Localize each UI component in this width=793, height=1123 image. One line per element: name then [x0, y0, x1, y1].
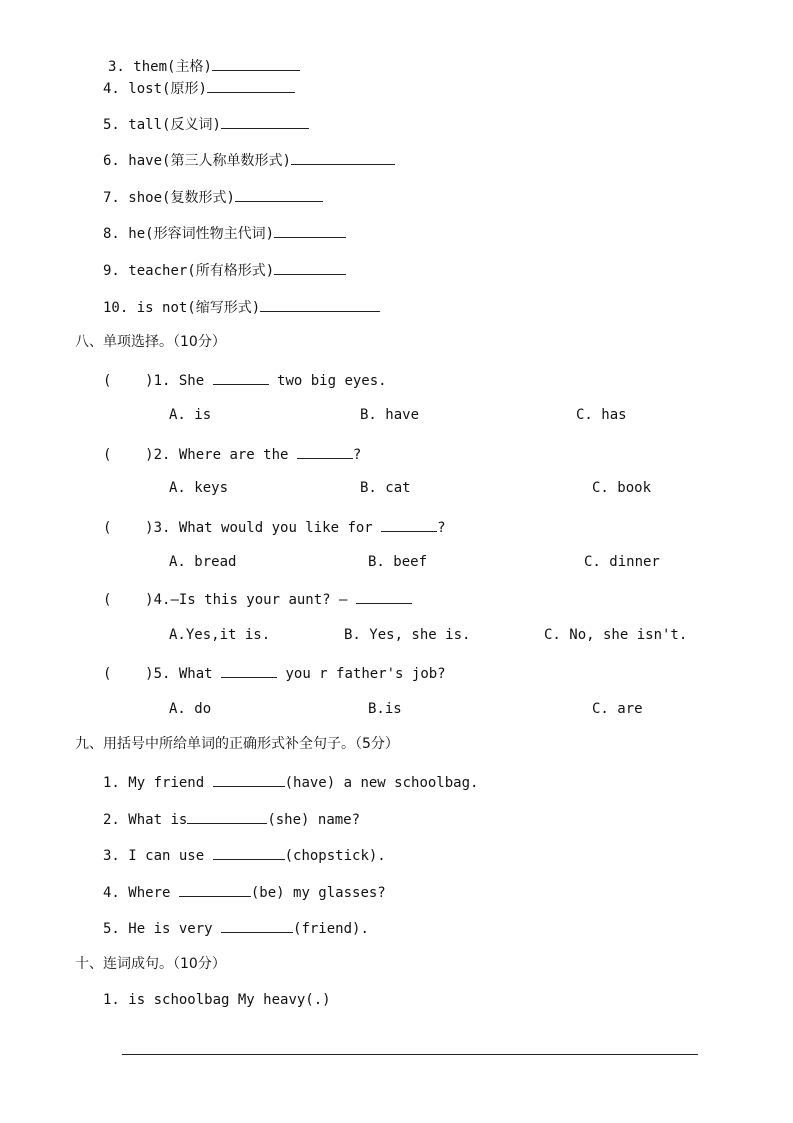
fill-item-6: [103, 150, 395, 170]
mcq-question-5: ( )5. What you r father's job?: [103, 663, 446, 683]
word-form-item-4: 4. Where (be) my glasses?: [103, 882, 386, 902]
section-8-title: 八、单项选择。（10分）: [75, 334, 226, 350]
item-number: 6.: [103, 153, 120, 169]
word-form-item-5: 5. He is very (friend).: [103, 918, 369, 938]
option-a[interactable]: A. do: [169, 701, 212, 717]
section-10-title: 十、连词成句。（10分）: [75, 956, 226, 972]
option-a[interactable]: A. is: [169, 407, 212, 423]
question-blank: [221, 663, 277, 678]
answer-paren[interactable]: ( )4.: [103, 592, 171, 608]
option-c[interactable]: C. dinner: [584, 554, 660, 570]
item-text: he(形容词性物主代词): [128, 226, 275, 242]
question-blank: [356, 589, 412, 604]
option-c[interactable]: C. No, she isn't.: [544, 627, 688, 643]
answer-line[interactable]: [122, 1054, 698, 1055]
item-number: 9.: [103, 263, 120, 279]
option-b[interactable]: B. beef: [368, 554, 428, 570]
mcq-question-4: ( )4.—Is this your aunt? —: [103, 589, 412, 609]
answer-blank[interactable]: [260, 297, 380, 312]
answer-paren[interactable]: ( )1.: [103, 373, 171, 389]
fill-item-3: [108, 56, 300, 76]
option-b[interactable]: B.is: [368, 701, 402, 717]
answer-blank[interactable]: [179, 882, 251, 897]
answer-paren[interactable]: ( )3.: [103, 520, 171, 536]
item-text: shoe(复数形式): [128, 190, 235, 206]
option-c[interactable]: C. has: [576, 407, 627, 423]
question-blank: [297, 444, 353, 459]
option-a[interactable]: A. keys: [169, 480, 229, 496]
mcq-question-1: ( )1. She two big eyes.: [103, 370, 387, 390]
answer-blank[interactable]: [235, 187, 323, 202]
answer-blank[interactable]: [212, 56, 300, 71]
option-c[interactable]: C. book: [592, 480, 652, 496]
item-text: tall(反义词): [128, 117, 221, 133]
mcq-question-3: ( )3. What would you like for ?: [103, 517, 446, 537]
fill-item-7: [103, 187, 323, 207]
answer-blank[interactable]: [274, 223, 346, 238]
word-form-item-2: 2. What is (she) name?: [103, 809, 360, 829]
fill-item-8: [103, 223, 346, 243]
answer-paren[interactable]: ( )5.: [103, 666, 171, 682]
question-blank: [213, 370, 269, 385]
answer-blank[interactable]: [221, 918, 293, 933]
item-text: them(主格): [133, 59, 212, 75]
mcq-question-2: ( )2. Where are the ?: [103, 444, 361, 464]
question-blank: [381, 517, 437, 532]
answer-paren[interactable]: ( )2.: [103, 447, 171, 463]
option-b[interactable]: B. cat: [360, 480, 411, 496]
item-number: 4.: [103, 81, 120, 97]
item-text: lost(原形): [128, 81, 207, 97]
word-form-item-3: 3. I can use (chopstick).: [103, 845, 386, 865]
item-number: 5.: [103, 117, 120, 133]
fill-item-5: [103, 114, 309, 134]
item-number: 3.: [108, 59, 125, 75]
option-b[interactable]: B. have: [360, 407, 420, 423]
answer-blank[interactable]: [207, 78, 295, 93]
answer-blank[interactable]: [291, 150, 395, 165]
word-order-item-1: 1. is schoolbag My heavy(.): [103, 992, 331, 1008]
item-number: 7.: [103, 190, 120, 206]
word-form-item-1: 1. My friend (have) a new schoolbag.: [103, 772, 478, 792]
section-9-title: 九、用括号中所给单词的正确形式补全句子。（5分）: [75, 736, 399, 752]
answer-blank[interactable]: [213, 772, 285, 787]
item-number: 10.: [103, 300, 129, 316]
option-c[interactable]: C. are: [592, 701, 643, 717]
fill-item-4: [103, 78, 295, 98]
item-text: is not(缩写形式): [136, 300, 261, 316]
answer-blank[interactable]: [213, 845, 285, 860]
option-b[interactable]: B. Yes, she is.: [344, 627, 471, 643]
fill-item-9: [103, 260, 346, 280]
option-a[interactable]: A.Yes,it is.: [169, 627, 271, 643]
option-a[interactable]: A. bread: [169, 554, 237, 570]
item-number: 8.: [103, 226, 120, 242]
item-text: have(第三人称单数形式): [128, 153, 291, 169]
fill-item-10: [103, 297, 380, 317]
answer-blank[interactable]: [187, 809, 267, 824]
item-text: teacher(所有格形式): [128, 263, 275, 279]
answer-blank[interactable]: [221, 114, 309, 129]
answer-blank[interactable]: [274, 260, 346, 275]
